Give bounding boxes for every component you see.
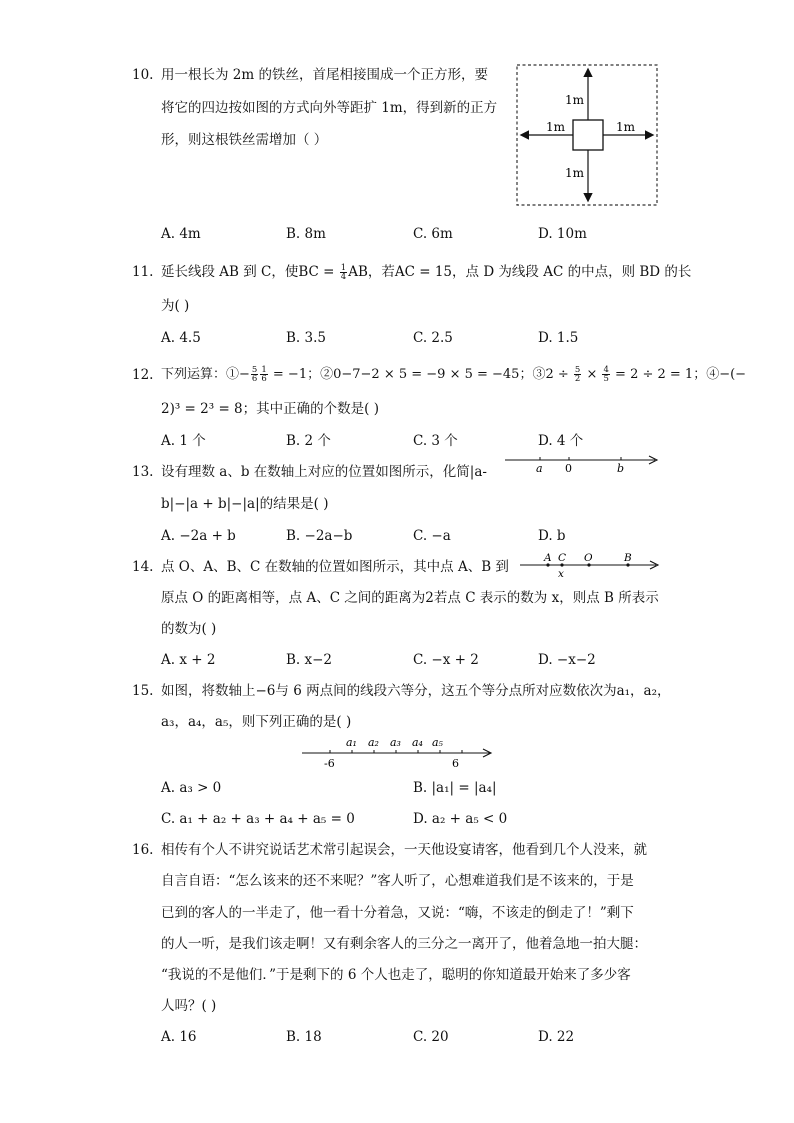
q10-option-b[interactable]: B. 8m <box>286 226 326 242</box>
q13-line-1: 设有理数 a、b 在数轴上对应的位置如图所示，化简|a- <box>161 464 487 480</box>
q13-option-c[interactable]: C. −a <box>413 528 451 544</box>
q12-option-a[interactable]: A. 1 个 <box>161 433 206 449</box>
q16-line-1: 相传有个人不讲究说话艺术常引起误会，一天他设宴请客，他看到几个人没来，就 <box>161 842 647 858</box>
q15-line-2: a₃，a₄，a₅，则下列正确的是( ) <box>161 714 352 730</box>
q16-line-3: 已到的客人的一半走了，他一看十分着急，又说：“嗨，不该走的倒走了！”剩下 <box>161 905 634 921</box>
q12-option-c[interactable]: C. 3 个 <box>413 433 458 449</box>
q10-label-right: 1m <box>616 120 636 134</box>
q14-option-b[interactable]: B. x−2 <box>286 652 333 668</box>
q10-line-3: 形，则这根铁丝需增加（ ） <box>161 132 328 148</box>
q11-option-c[interactable]: C. 2.5 <box>413 330 453 346</box>
q13-number: 13. <box>132 464 154 480</box>
q16-option-b[interactable]: B. 18 <box>286 1029 322 1045</box>
q14-axis-a: A <box>544 552 552 564</box>
q11-fraction: $\frac{1}{4}$ <box>340 263 347 282</box>
q14-number-line <box>520 550 660 580</box>
q10-line-1: 用一根长为 2m 的铁丝，首尾相接围成一个正方形，要 <box>161 67 488 83</box>
q11-line-1: 延长线段 AB 到 C，使BC = $\frac{1}{4}$ AB，若AC = 15，点 D 为线段 AC 的中点，则 BD 的长 <box>161 263 692 282</box>
q14-option-a[interactable]: A. x + 2 <box>161 652 216 668</box>
q10-square-figure <box>516 64 658 206</box>
q14-line-2: 原点 O 的距离相等，点 A、C 之间的距离为2若点 C 表示的数为 x，则点 B 所表示 <box>161 590 659 606</box>
q10-option-c[interactable]: C. 6m <box>413 226 453 242</box>
q14-axis-o: O <box>584 552 593 564</box>
q15-option-b[interactable]: B. |a₁| = |a₄| <box>413 780 497 796</box>
q15-option-a[interactable]: A. a₃ > 0 <box>161 780 222 796</box>
q12-line-1: 下列运算：①− $\frac{5}{6}$ $\frac{1}{6}$ = −1；②0−7−2 × 5 = −9 × 5 = −45；③2 ÷ $\frac{5}{2}$ × $\frac{4}{5}$ = 2 ÷ 2 = 1；④−(− <box>161 365 747 384</box>
q14-axis-c: C <box>558 552 567 564</box>
q11-option-a[interactable]: A. 4.5 <box>161 330 201 346</box>
q10-label-left: 1m <box>546 120 566 134</box>
q10-line-2: 将它的四边按如图的方式向外等距扩 1m，得到新的正方 <box>161 100 498 116</box>
q11-option-d[interactable]: D. 1.5 <box>538 330 579 346</box>
q15-axis-six: 6 <box>452 757 459 770</box>
q14-option-c[interactable]: C. −x + 2 <box>413 652 479 668</box>
q10-label-bottom: 1m <box>565 166 585 180</box>
q11-option-b[interactable]: B. 3.5 <box>286 330 326 346</box>
q14-axis-x: x <box>558 568 564 580</box>
q14-line-3: 的数为( ) <box>161 621 217 637</box>
q11-number: 11. <box>132 264 154 280</box>
q14-line-1: 点 O、A、B、C 在数轴的位置如图所示，其中点 A、B 到 <box>161 559 509 575</box>
q15-axis-minus-six: -6 <box>324 757 335 770</box>
q15-axis-a4: a₄ <box>412 736 423 749</box>
q16-option-a[interactable]: A. 16 <box>161 1029 197 1045</box>
q15-line-1: 如图，将数轴上−6与 6 两点间的线段六等分，这五个等分点所对应数依次为a₁，a₂， <box>161 683 671 699</box>
q13-axis-zero: 0 <box>565 462 572 475</box>
q16-option-c[interactable]: C. 20 <box>413 1029 449 1045</box>
q15-option-c[interactable]: C. a₁ + a₂ + a₃ + a₄ + a₅ = 0 <box>161 811 355 827</box>
q15-axis-a2: a₂ <box>368 736 379 749</box>
q13-number-line <box>505 452 660 476</box>
q16-line-4: 的人一听，是我们该走啊！又有剩余客人的三分之一离开了，他着急地一拍大腿： <box>161 936 647 952</box>
q16-line-2: 自言自语：“怎么该来的还不来呢？”客人听了，心想难道我们是不该来的，于是 <box>161 873 634 889</box>
q10-option-a[interactable]: A. 4m <box>161 226 201 242</box>
q16-line-6: 人吗？( ) <box>161 998 217 1014</box>
q10-option-d[interactable]: D. 10m <box>538 226 587 242</box>
q13-axis-a: a <box>536 462 543 475</box>
q13-option-d[interactable]: D. b <box>538 528 566 544</box>
q13-option-a[interactable]: A. −2a + b <box>161 528 236 544</box>
q16-line-5: “我说的不是他们．”于是剩下的 6 个人也走了，聪明的你知道最开始来了多少客 <box>161 967 631 983</box>
q15-axis-a5: a₅ <box>432 736 443 749</box>
q12-line-2: 2)³ = 2³ = 8；其中正确的个数是( ) <box>161 401 379 417</box>
q15-number-line <box>302 734 497 770</box>
q16-option-d[interactable]: D. 22 <box>538 1029 575 1045</box>
q15-axis-a3: a₃ <box>390 736 401 749</box>
q16-number: 16. <box>132 842 154 858</box>
q12-option-b[interactable]: B. 2 个 <box>286 433 331 449</box>
q13-option-b[interactable]: B. −2a−b <box>286 528 353 544</box>
q14-number: 14. <box>132 559 154 575</box>
q14-option-d[interactable]: D. −x−2 <box>538 652 596 668</box>
q15-option-d[interactable]: D. a₂ + a₅ < 0 <box>413 811 508 827</box>
q15-number: 15. <box>132 683 154 699</box>
q10-label-top: 1m <box>565 93 585 107</box>
q11-line-2: 为( ) <box>161 298 190 314</box>
q15-axis-a1: a₁ <box>346 736 357 749</box>
q10-number: 10. <box>132 67 154 83</box>
q12-number: 12. <box>132 367 154 383</box>
q13-axis-b: b <box>617 462 625 475</box>
q13-line-2: b|−|a + b|−|a|的结果是( ) <box>161 496 329 512</box>
q12-option-d[interactable]: D. 4 个 <box>538 433 584 449</box>
q14-axis-b: B <box>624 552 632 564</box>
